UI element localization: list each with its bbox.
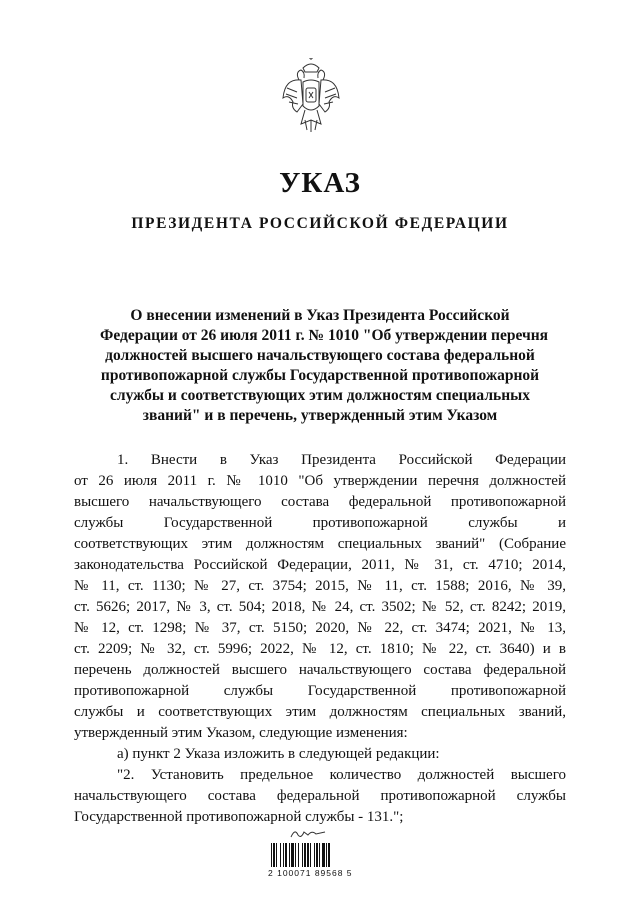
heading-line: должностей высшего начальствующего состава федеральной <box>105 347 535 364</box>
barcode-bar <box>326 843 327 867</box>
barcode-bar <box>319 843 320 867</box>
body-line: от 26 июля 2011 г. № 1010 "Об утверждении перечня должностей <box>74 473 566 489</box>
document-heading <box>100 306 549 426</box>
heading-line: противопожарной службы Государственной противопожарной <box>100 367 540 384</box>
barcode-bar <box>291 843 294 867</box>
body-line: а) пункт 2 Указа изложить в следующей редакции: <box>117 746 440 762</box>
body-line: противопожарной службы Государственной противопожарной <box>74 683 566 699</box>
body-line: начальствующего состава федеральной противопожарной службы <box>74 788 566 804</box>
body-line: законодательства Российской Федерации, 2011, № 31, ст. 4710; 2014, <box>74 557 566 573</box>
body-line: высшего начальствующего состава федеральной противопожарной <box>74 494 566 510</box>
body-line: ст. 2209; № 32, ст. 5996; 2022, № 12, ст. 1810; № 22, ст. 3640) и в <box>74 641 566 657</box>
coat-of-arms-emblem <box>279 58 343 138</box>
heading-line: званий" и в перечень, утвержденный этим Указом <box>142 407 498 424</box>
barcode-bar <box>316 843 318 867</box>
body-line: ст. 5626; 2017, № 3, ст. 504; 2018, № 24, ст. 3502; № 52, ст. 8242; 2019, <box>74 599 566 615</box>
body-line: Государственной противопожарной службы - 131."; <box>74 809 404 825</box>
barcode-bar <box>310 843 311 867</box>
body-line: перечень должностей высшего начальствующего состава федеральной <box>74 662 566 678</box>
document-title: УКАЗ <box>279 167 361 199</box>
barcode-bar <box>307 843 309 867</box>
barcode-bar <box>298 843 299 867</box>
barcode-bar <box>283 843 284 867</box>
signature-mark <box>289 826 329 840</box>
barcode-bar <box>295 843 296 867</box>
heading-line: Федерации от 26 июля 2011 г. № 1010 "Об утверждении перечня <box>100 327 549 344</box>
heading-line: О внесении изменений в Указ Президента Российской <box>130 307 510 324</box>
body-line: утвержденный этим Указом, следующие изменения: <box>74 725 408 741</box>
barcode-bar <box>271 843 272 867</box>
barcode-bar <box>314 843 315 867</box>
document-subtitle: ПРЕЗИДЕНТА РОССИЙСКОЙ ФЕДЕРАЦИИ <box>131 215 509 232</box>
barcode-bar <box>280 843 281 867</box>
barcode-bar <box>276 843 277 867</box>
barcode-bar <box>289 843 290 867</box>
body-line: № 11, ст. 1130; № 27, ст. 3754; 2015, № 11, ст. 1588; 2016, № 39, <box>74 578 566 594</box>
body-line: "2. Установить предельное количество должностей высшего <box>117 767 566 783</box>
barcode-bar <box>322 843 325 867</box>
barcode-image <box>271 843 361 867</box>
barcode-bar <box>285 843 287 867</box>
barcode-bar <box>273 843 275 867</box>
heading-line: службы и соответствующих этим должностям специальных <box>110 387 530 404</box>
body-line: службы и соответствующих этим должностям специальных званий, <box>74 704 566 720</box>
body-line: службы Государственной противопожарной службы и <box>74 515 566 531</box>
barcode-bar <box>302 843 303 867</box>
barcode-number: 2 100071 89568 5 <box>268 868 353 878</box>
barcode-bar <box>328 843 330 867</box>
body-line: № 12, ст. 1298; № 37, ст. 5150; 2020, № 22, ст. 3474; 2021, № 13, <box>74 620 566 636</box>
body-line: соответствующих этим должностям специальных званий" (Собрание <box>74 536 566 552</box>
barcode-bar <box>304 843 306 867</box>
body-line: 1. Внести в Указ Президента Российской Федерации <box>117 452 566 468</box>
document-body <box>74 450 566 828</box>
